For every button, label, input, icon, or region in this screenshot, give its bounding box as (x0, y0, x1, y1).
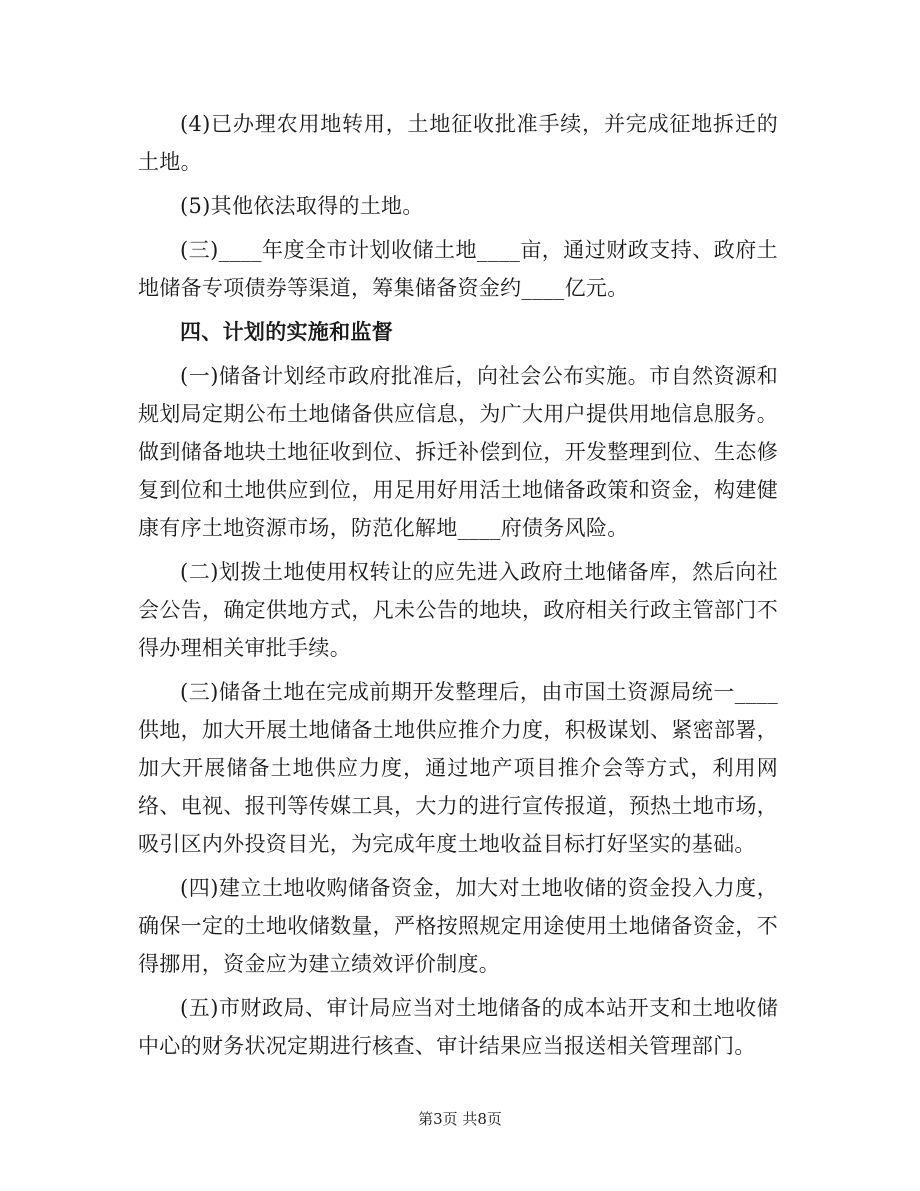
section-heading-implementation: 四、计划的实施和监督 (180, 319, 393, 344)
paragraph-implementation-1: (一)储备计划经市政府批准后，向社会公布实施。市自然资源和规划局定期公布土地储备供应信息，为广大用户提供用地信息服务。做到储备地块土地征收到位、拆迁补偿到位，开发整理到位、生态修复到位和土地供应到位，用足用好用活土地储备政策和资金，构建健康有序土地资源市场，防范化解地____府债务风险。 (138, 364, 778, 540)
paragraph-implementation-4: (四)建立土地收购储备资金，加大对土地收储的资金投入力度，确保一定的土地收储数量，严格按照规定用途使用土地储备资金，不得挪用，资金应为建立绩效评价制度。 (138, 876, 778, 976)
paragraph-implementation-3: (三)储备土地在完成前期开发整理后，由市国土资源局统一____供地，加大开展土地储备土地供应推介力度，积极谋划、紧密部署，加大开展储备土地供应力度，通过地产项目推介会等方式，利用网络、电视、报刊等传媒工具，大力的进行宣传报道，预热土地市场，吸引区内外投资目光，为完成年度土地收益目标打好坚实的基础。 (138, 680, 778, 856)
page-number-footer: 第3页 共8页 (418, 1110, 502, 1128)
paragraph-item-5: (5)其他依法取得的土地。 (180, 194, 424, 218)
document-body (138, 105, 778, 1071)
paragraph-implementation-5: (五)市财政局、审计局应当对土地储备的成本站开支和土地收储中心的财务状况定期进行核查、审计结果应当报送相关管理部门。 (138, 996, 778, 1058)
paragraph-implementation-2: (二)划拨土地使用权转让的应先进入政府土地储备库，然后向社会公告，确定供地方式，凡未公告的地块，政府相关行政主管部门不得办理相关审批手续。 (138, 560, 778, 660)
paragraph-annual-plan: (三)____年度全市计划收储土地____亩，通过财政支持、政府土地储备专项债券等渠道，筹集储备资金约____亿元。 (138, 238, 778, 300)
paragraph-item-4: (4)已办理农用地转用，土地征收批准手续，并完成征地拆迁的土地。 (138, 112, 778, 174)
